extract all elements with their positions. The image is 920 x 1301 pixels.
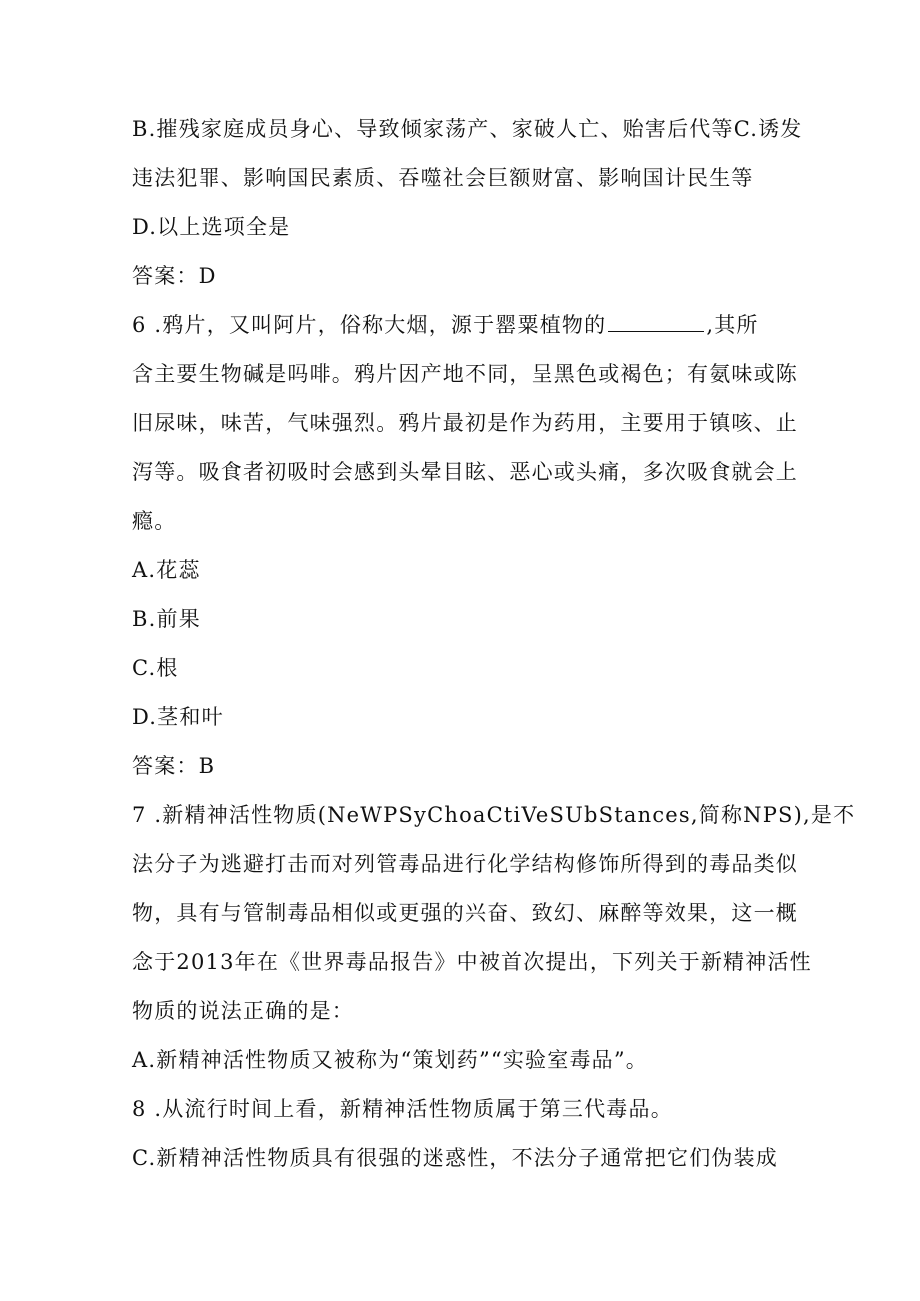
answer-6: 答案：B xyxy=(132,754,216,778)
question-7-line-2: 法分子为逃避打击而对列管毒品进行化学结构修饰所得到的毒品类似 xyxy=(132,852,798,876)
option-b-line: B.摧残家庭成员身心、导致倾家荡产、家破人亡、贻害后代等C.诱发 xyxy=(132,117,803,141)
question-6-line-1 xyxy=(132,310,759,340)
question-7-line-5: 物质的说法正确的是： xyxy=(132,999,354,1023)
question-6-line-5: 瘾。 xyxy=(132,509,177,533)
option-b: B.前果 xyxy=(132,607,201,631)
question-7-line-1: 7 .新精神活性物质(NeWPSyChoaCtiVeSUbStances,简称NPS),是不 xyxy=(132,803,856,827)
question-7-line-3: 物，具有与管制毒品相似或更强的兴奋、致幻、麻醉等效果，这一概 xyxy=(132,901,798,925)
question-6-line-4: 泻等。吸食者初吸时会感到头晕目眩、恶心或头痛，多次吸食就会上 xyxy=(132,460,798,484)
option-c-continuation: 违法犯罪、影响国民素质、吞噬社会巨额财富、影响国计民生等 xyxy=(132,166,754,190)
question-6-line-2: 含主要生物碱是吗啡。鸦片因产地不同，呈黑色或褐色；有氨味或陈 xyxy=(132,362,798,386)
question-7-line-4: 念于2013年在《世界毒品报告》中被首次提出，下列关于新精神活性 xyxy=(132,950,812,974)
item-8: 8 .从流行时间上看，新精神活性物质属于第三代毒品。 xyxy=(132,1097,673,1121)
question-6-text-end: ,其所 xyxy=(706,313,759,337)
question-6-line-3: 旧尿味，味苦，气味强烈。鸦片最初是作为药用，主要用于镇咳、止 xyxy=(132,411,798,435)
option-a-7: A.新精神活性物质又被称为“策划药”“实验室毒品”。 xyxy=(132,1048,648,1072)
option-a: A.花蕊 xyxy=(132,558,201,582)
option-c: C.根 xyxy=(132,656,179,680)
answer-5: 答案：D xyxy=(132,264,217,288)
fill-in-blank xyxy=(608,313,704,332)
option-c-7: C.新精神活性物质具有很强的迷惑性，不法分子通常把它们伪装成 xyxy=(132,1146,778,1170)
option-d: D.以上选项全是 xyxy=(132,215,291,239)
question-6-text: 6 .鸦片，又叫阿片，俗称大烟，源于罂粟植物的 xyxy=(132,313,607,337)
option-d-2: D.茎和叶 xyxy=(132,705,224,729)
